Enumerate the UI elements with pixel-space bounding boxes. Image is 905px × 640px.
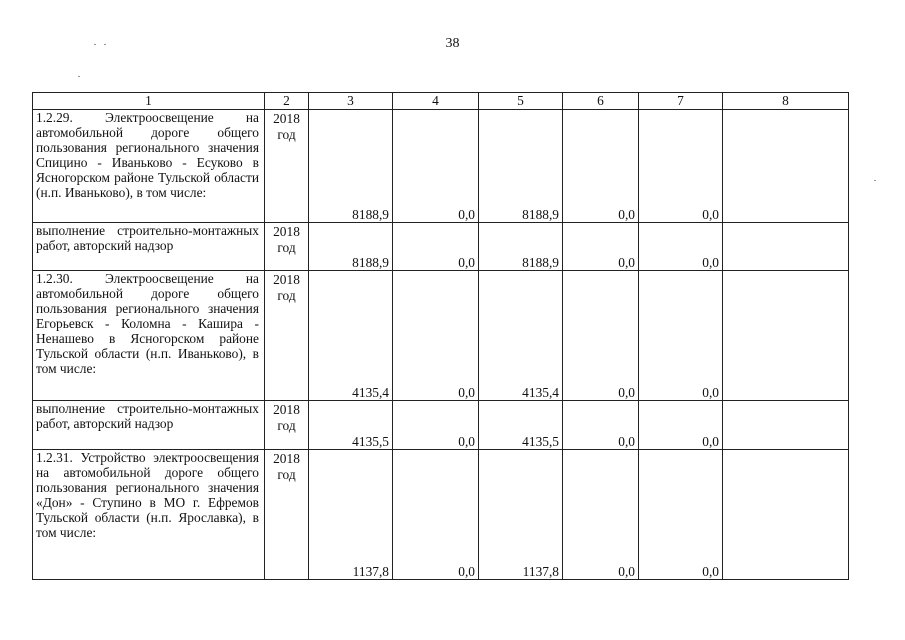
row-year (265, 271, 309, 401)
cell-col-6: 0,0 (563, 271, 639, 401)
cell-col-4: 0,0 (393, 223, 479, 271)
cell-col-6: 0,0 (563, 401, 639, 450)
header-col-7: 7 (639, 93, 723, 110)
table-row (33, 450, 849, 580)
row-description: выполнение строительно-монтажных работ, авторский надзор (33, 223, 265, 271)
header-col-8: 8 (723, 93, 849, 110)
table-row (33, 223, 849, 271)
cell-col-3: 8188,9 (309, 110, 393, 223)
year-unit: год (277, 127, 296, 142)
row-description: выполнение строительно-монтажных работ, авторский надзор (33, 401, 265, 450)
row-year (265, 223, 309, 271)
cell-col-8 (723, 401, 849, 450)
cell-col-4: 0,0 (393, 450, 479, 580)
row-description: 1.2.30. Электроосвещение на автомобильной дороге общего пользования регионального значения Егорьевск - Коломна - Кашира - Ненашево в Ясногорском районе Тульской области (н.п. Иваньково), в том числе: (33, 271, 265, 401)
cell-col-5: 1137,8 (479, 450, 563, 580)
header-col-1: 1 (33, 93, 265, 110)
table-header-row (33, 93, 849, 110)
cell-col-3: 4135,4 (309, 271, 393, 401)
row-year (265, 110, 309, 223)
table-row (33, 110, 849, 223)
table-row (33, 401, 849, 450)
cell-col-6: 0,0 (563, 110, 639, 223)
cell-col-5: 8188,9 (479, 223, 563, 271)
year-unit: год (277, 467, 296, 482)
year-value: 2018 (273, 451, 300, 466)
cell-col-8 (723, 110, 849, 223)
cell-col-4: 0,0 (393, 401, 479, 450)
cell-col-6: 0,0 (563, 450, 639, 580)
year-value: 2018 (273, 111, 300, 126)
cell-col-5: 8188,9 (479, 110, 563, 223)
page-number: 38 (445, 36, 460, 51)
year-unit: год (277, 288, 296, 303)
cell-col-7: 0,0 (639, 450, 723, 580)
cell-col-7: 0,0 (639, 223, 723, 271)
cell-col-7: 0,0 (639, 401, 723, 450)
cell-col-3: 4135,5 (309, 401, 393, 450)
scan-speck (78, 76, 80, 77)
header-col-6: 6 (563, 93, 639, 110)
budget-table (32, 92, 849, 580)
cell-col-5: 4135,4 (479, 271, 563, 401)
header-col-5: 5 (479, 93, 563, 110)
cell-col-4: 0,0 (393, 110, 479, 223)
cell-col-8 (723, 271, 849, 401)
year-value: 2018 (273, 272, 300, 287)
cell-col-6: 0,0 (563, 223, 639, 271)
scan-speck (104, 44, 106, 45)
table-row (33, 271, 849, 401)
year-unit: год (277, 418, 296, 433)
header-col-2: 2 (265, 93, 309, 110)
year-value: 2018 (273, 402, 300, 417)
year-value: 2018 (273, 224, 300, 239)
cell-col-3: 8188,9 (309, 223, 393, 271)
cell-col-3: 1137,8 (309, 450, 393, 580)
scan-speck (94, 44, 96, 45)
year-unit: год (277, 240, 296, 255)
header-col-4: 4 (393, 93, 479, 110)
row-year (265, 401, 309, 450)
cell-col-5: 4135,5 (479, 401, 563, 450)
cell-col-7: 0,0 (639, 271, 723, 401)
cell-col-4: 0,0 (393, 271, 479, 401)
cell-col-8 (723, 223, 849, 271)
row-year (265, 450, 309, 580)
row-description: 1.2.29. Электроосвещение на автомобильной дороге общего пользования регионального значения Спицино - Иваньково - Есуково в Ясногорском районе Тульской области (н.п. Иваньково), в том числе: (33, 110, 265, 223)
header-col-3: 3 (309, 93, 393, 110)
cell-col-8 (723, 450, 849, 580)
cell-col-7: 0,0 (639, 110, 723, 223)
scan-speck (874, 180, 876, 181)
row-description: 1.2.31. Устройство электроосвещения на автомобильной дороге общего пользования регионального значения «Дон» - Ступино в МО г. Ефремов Тульской области (н.п. Ярославка), в том числе: (33, 450, 265, 580)
